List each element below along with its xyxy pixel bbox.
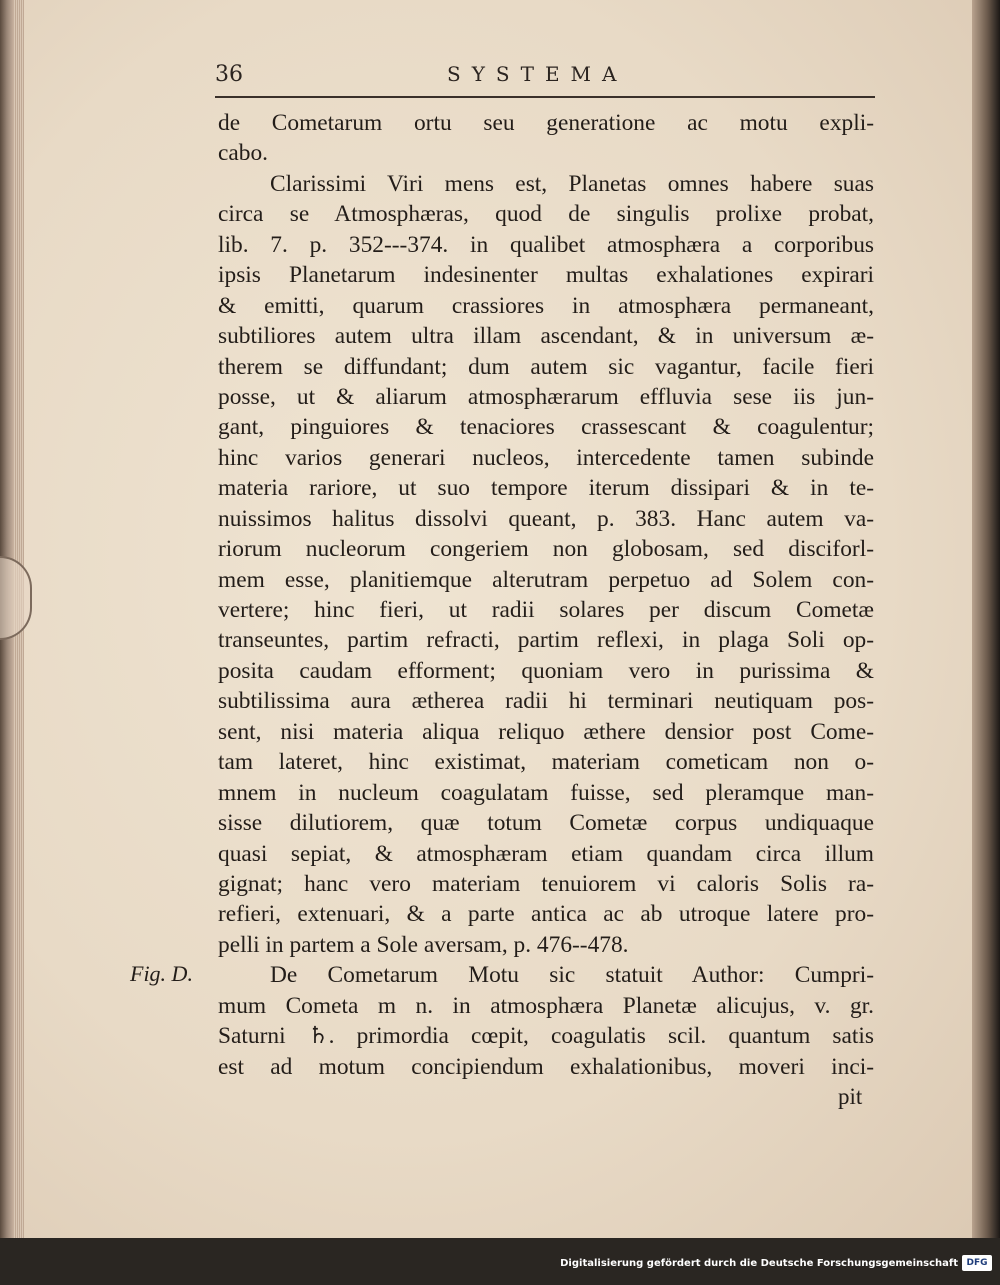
text-line: est ad motum concipiendum exhalationibus, moveri inci-: [218, 1053, 874, 1080]
text-line: materia rariore, ut suo tempore iterum dissipari & in te-: [218, 475, 874, 502]
funding-credit: Digitalisierung gefördert durch die Deutsche Forschungsgemeinschaft: [560, 1258, 958, 1269]
text-line: mum Cometa m n. in atmosphæra Planetæ alicujus, v. gr.: [218, 992, 874, 1019]
text-line: sent, nisi materia aliqua reliquo æthere densior post Come-: [218, 718, 874, 745]
page-number: 36: [215, 62, 243, 87]
text-line: posita caudam efforment; quoniam vero in purissima &: [218, 657, 874, 684]
book-right-page-stack: [972, 0, 1000, 1238]
text-line: gant, pinguiores & tenaciores crassescant & coagulentur;: [218, 414, 874, 441]
text-line: lib. 7. p. 352---374. in qualibet atmosphæra a corporibus: [218, 231, 874, 258]
text-line: transeuntes, partim refracti, partim reflexi, in plaga Soli op-: [218, 627, 874, 654]
text-line: subtiliores autem ultra illam ascendant, & in universum æ-: [218, 323, 874, 350]
text-line: De Cometarum Motu sic statuit Author: Cumpri-: [270, 962, 874, 989]
text-line: Clarissimi Viri mens est, Planetas omnes habere suas: [270, 170, 874, 197]
page-header: [215, 58, 875, 98]
text-line: de Cometarum ortu seu generatione ac motu expli-: [218, 110, 874, 136]
text-line: cabo.: [218, 140, 269, 167]
digitization-footer: [0, 1238, 1000, 1285]
body-text: [218, 108, 874, 1082]
figure-reference-note: Fig. D.: [130, 961, 193, 986]
text-line: mem esse, planitiemque alterutram perpetuo ad Solem con-: [218, 566, 874, 593]
catchword: pit: [838, 1084, 863, 1109]
text-line: therem se diffundant; dum autem sic vagantur, facile fieri: [218, 353, 874, 380]
text-line: ipsis Planetarum indesinenter multas exhalationes expirari: [218, 262, 874, 289]
text-line: gignat; hanc vero materiam tenuiorem vi caloris Solis ra-: [218, 870, 874, 897]
text-line: vertere; hinc fieri, ut radii solares per discum Cometæ: [218, 597, 874, 623]
text-line: mnem in nucleum coagulatam fuisse, sed pleramque man-: [218, 779, 874, 806]
text-line: hinc varios generari nucleos, intercedente tamen subinde: [218, 444, 874, 471]
running-title: SYSTEMA: [447, 62, 628, 86]
text-line: tam lateret, hinc existimat, materiam cometicam non o-: [218, 749, 874, 776]
header-rule: [215, 96, 875, 98]
text-line: circa se Atmosphæras, quod de singulis prolixe probat,: [218, 201, 874, 228]
text-line: posse, ut & aliarum atmosphærarum effluvia sese iis jun-: [218, 383, 874, 410]
text-line: pelli in partem a Sole aversam, p. 476--478.: [218, 931, 629, 958]
dfg-logo-icon: [962, 1255, 992, 1271]
text-line: riorum nucleorum congeriem non globosam, sed disciforl-: [218, 536, 874, 563]
text-line: quasi sepiat, & atmosphæram etiam quandam circa illum: [218, 840, 874, 867]
text-line: Saturni ♄. primordia cœpit, coagulatis scil. quantum satis: [218, 1023, 874, 1050]
text-line: refieri, extenuari, & a parte antica ac ab utroque latere pro-: [218, 901, 874, 928]
text-line: nuissimos halitus dissolvi queant, p. 383. Hanc autem va-: [218, 505, 874, 532]
dfg-logo-text: DFG: [966, 1258, 988, 1268]
text-line: & emitti, quarum crassiores in atmosphæra permaneant,: [218, 292, 874, 319]
text-line: subtilissima aura ætherea radii hi terminari neutiquam pos-: [218, 688, 874, 715]
text-line: sisse dilutiorem, quæ totum Cometæ corpus undiquaque: [218, 810, 874, 837]
